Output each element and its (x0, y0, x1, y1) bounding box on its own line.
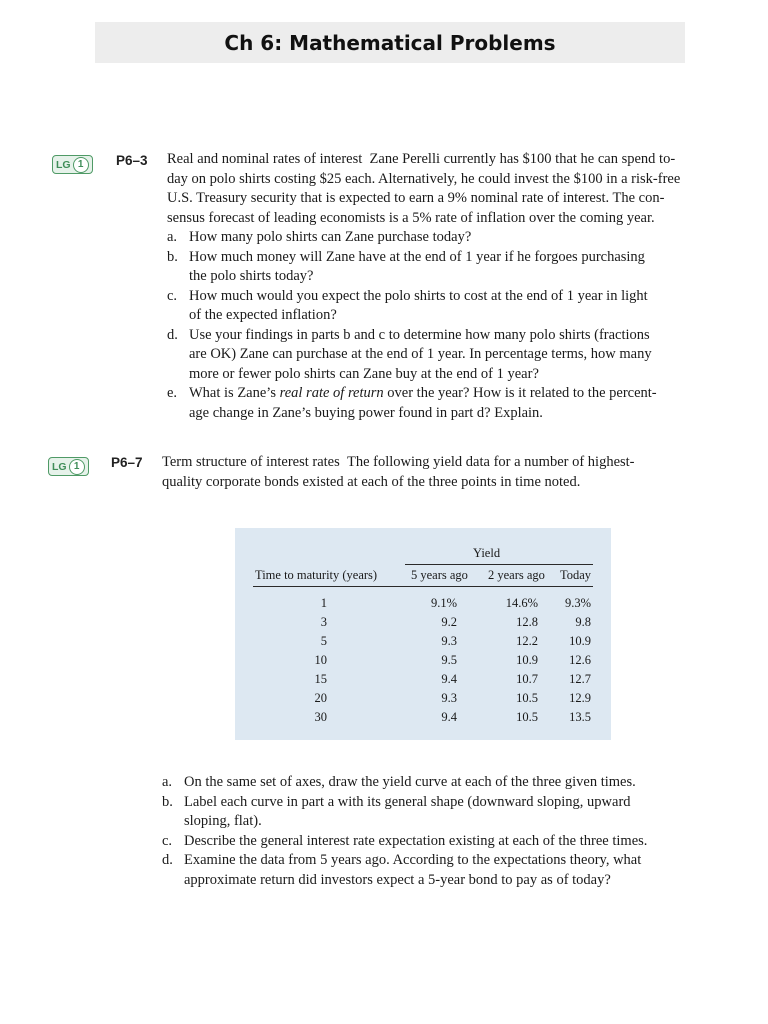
lg-number-icon: 1 (69, 459, 85, 475)
yield-table (235, 528, 611, 740)
part-label: b. (162, 793, 173, 810)
table-col-header: Today (560, 568, 592, 582)
table-cell-yield: 12.7 (569, 672, 591, 686)
intro-line: day on polo shirts costing $25 each. Alternatively, he could invest the $100 in a risk-free (167, 170, 681, 187)
lg-number-icon: 1 (73, 157, 89, 173)
problem-part (162, 851, 732, 890)
table-cell-yield: 9.3 (441, 634, 457, 648)
intro-line: The following yield data for a number of highest- (347, 454, 635, 470)
table-cell-yield: 10.9 (516, 653, 538, 667)
table-cell-yield: 12.9 (569, 691, 591, 705)
part-line: of the expected inflation? (189, 307, 337, 323)
page-title: Ch 6: Mathematical Problems (224, 30, 556, 55)
part-label: c. (167, 287, 178, 304)
part-line: How much money will Zane have at the end of 1 year if he forgoes purchasing (189, 248, 645, 265)
table-cell-yield: 9.4 (441, 672, 457, 686)
part-line: Label each curve in part a with its general shape (downward sloping, upward (184, 793, 631, 810)
table-cell-yield: 13.5 (569, 710, 591, 724)
problem-intro (167, 150, 727, 228)
problem-title: Term structure of interest rates (162, 454, 340, 470)
table-cell-yield: 12.2 (516, 634, 538, 648)
problem-part (167, 287, 727, 326)
part-line: On the same set of axes, draw the yield curve at each of the three given times. (184, 774, 636, 790)
table-cell-yield: 10.7 (516, 672, 538, 686)
intro-line: U.S. Treasury security that is expected to earn a 9% nominal rate of interest. The con- (167, 190, 665, 206)
table-col-header: 2 years ago (488, 568, 545, 582)
table-rule (405, 564, 593, 565)
problem-part (162, 793, 732, 832)
problem-part (167, 248, 727, 287)
header-bar (95, 22, 685, 63)
table-rule (253, 586, 593, 587)
learning-goal-badge (52, 155, 93, 174)
problem-parts (162, 773, 732, 890)
problem-part (162, 773, 732, 793)
lg-label: LG (52, 460, 67, 473)
problem-part (167, 384, 727, 423)
table-cell-yield: 9.8 (575, 615, 591, 629)
intro-line: Zane Perelli currently has $100 that he can spend to- (369, 151, 676, 167)
part-line: approximate return did investors expect a 5-year bond to pay as of today? (184, 871, 611, 888)
problem-part (167, 326, 727, 385)
table-row-maturity: 1 (320, 596, 327, 610)
part-label: c. (162, 832, 173, 849)
problem-parts (167, 228, 727, 423)
part-emphasis: real rate of return (279, 385, 384, 401)
table-col-header: Time to maturity (years) (255, 568, 378, 582)
problem-number: P6–7 (111, 455, 143, 470)
problem-intro (162, 453, 732, 492)
table-cell-yield: 9.1% (430, 596, 457, 610)
table-cell-yield: 10.9 (569, 634, 591, 648)
learning-goal-badge (48, 457, 89, 476)
table-row-maturity: 3 (320, 615, 327, 629)
part-line: How many polo shirts can Zane purchase today? (189, 229, 472, 245)
intro-line: sensus forecast of leading economists is a 5% rate of inflation over the coming year. (167, 209, 655, 226)
table-row-maturity: 5 (320, 634, 327, 648)
table-cell-yield: 12.6 (569, 653, 591, 667)
part-line: age change in Zane’s buying power found in part d? Explain. (189, 404, 543, 421)
part-label: a. (167, 229, 178, 245)
problem-title: Real and nominal rates of interest (167, 151, 363, 167)
table-row-maturity: 10 (314, 653, 327, 667)
part-label: b. (167, 248, 178, 265)
part-line: Describe the general interest rate expectation existing at each of the three times. (184, 832, 648, 849)
table-cell-yield: 9.2 (441, 615, 457, 629)
lg-label: LG (56, 158, 71, 171)
table-col-header: 5 years ago (411, 568, 468, 582)
part-line: Examine the data from 5 years ago. According to the expectations theory, what (184, 852, 642, 868)
part-text: over the year? How is it related to the percent- (383, 385, 657, 401)
table-cell-yield: 10.5 (516, 710, 538, 724)
part-line: the polo shirts today? (189, 268, 314, 284)
problem-part (167, 228, 727, 248)
part-line: sloping, flat). (184, 813, 262, 829)
part-label: a. (162, 774, 173, 790)
problem-part (162, 832, 732, 852)
table-group-header: Yield (473, 546, 501, 560)
table-cell-yield: 9.4 (441, 710, 457, 724)
intro-line: quality corporate bonds existed at each of the three points in time noted. (162, 473, 581, 490)
part-line: How much would you expect the polo shirts to cost at the end of 1 year in light (189, 287, 648, 304)
part-label: d. (162, 852, 173, 868)
part-text: What is Zane’s (189, 385, 280, 401)
table-cell-yield: 14.6% (505, 596, 538, 610)
table-cell-yield: 12.8 (516, 615, 538, 629)
part-line: are OK) Zane can purchase at the end of 1 year. In percentage terms, how many (189, 346, 652, 362)
table-row-maturity: 20 (314, 691, 327, 705)
part-label: e. (167, 385, 178, 401)
problem-number: P6–3 (116, 153, 148, 168)
part-line: more or fewer polo shirts can Zane buy at the end of 1 year? (189, 365, 539, 382)
part-line: Use your findings in parts b and c to determine how many polo shirts (fractions (189, 326, 650, 343)
table-cell-yield: 10.5 (516, 691, 538, 705)
table-cell-yield: 9.5 (441, 653, 457, 667)
table-row-maturity: 30 (314, 710, 327, 724)
table-cell-yield: 9.3% (564, 596, 591, 610)
table-cell-yield: 9.3 (441, 691, 457, 705)
part-label: d. (167, 326, 178, 343)
table-row-maturity: 15 (314, 672, 327, 686)
